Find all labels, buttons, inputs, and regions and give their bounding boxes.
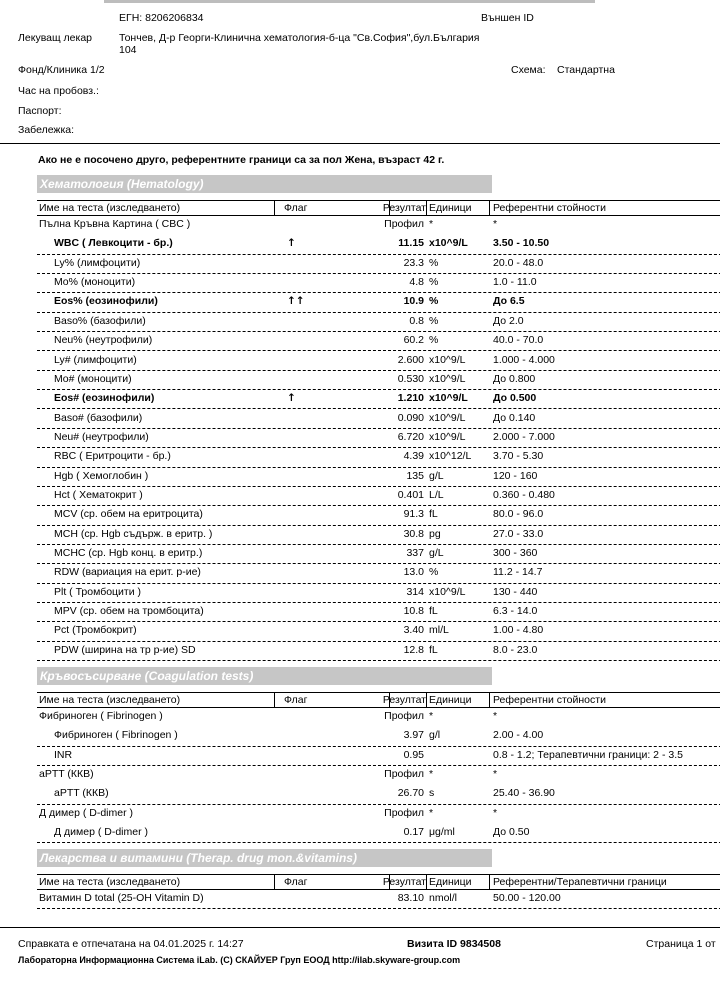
test-name: MCV (ср. обем на еритроцита) bbox=[54, 508, 203, 521]
test-units: g/L bbox=[429, 469, 444, 482]
test-result: 0.95 bbox=[403, 748, 424, 761]
test-row bbox=[37, 602, 720, 622]
test-reference: 1.00 - 4.80 bbox=[493, 624, 544, 637]
test-row bbox=[37, 563, 720, 583]
test-reference: До 2.0 bbox=[493, 314, 524, 327]
test-units: x10^9/L bbox=[429, 372, 466, 385]
header-reference: Референтни/Терапевтични граници bbox=[493, 876, 667, 888]
test-row bbox=[37, 331, 720, 351]
section-title: Хематология (Hematology) bbox=[37, 175, 492, 193]
column-divider bbox=[274, 693, 275, 707]
printed-date: Справката е отпечатана на 04.01.2025 г. 14:27 bbox=[18, 938, 244, 950]
test-row bbox=[37, 784, 720, 804]
note-label: Забележка: bbox=[18, 124, 75, 136]
page-number: Страница 1 от bbox=[646, 938, 716, 950]
system-credit: Лабораторна Информационна Система iLab. (C) СКАЙУЕР Груп ЕООД http://ilab.skyware-group.com bbox=[18, 955, 461, 965]
top-divider bbox=[104, 0, 595, 3]
test-result: 0.090 bbox=[397, 411, 424, 424]
test-row bbox=[37, 215, 720, 234]
test-reference: 3.50 - 10.50 bbox=[493, 237, 550, 250]
test-row bbox=[37, 525, 720, 545]
egn: ЕГН: 8206206834 bbox=[119, 12, 204, 24]
header-units: Единици bbox=[429, 202, 472, 214]
test-name: RBC ( Еритроцити - бр.) bbox=[54, 450, 171, 463]
test-result: 10.9 bbox=[403, 295, 424, 308]
table-header bbox=[37, 200, 720, 216]
flag-arrow-icon: ↑↑ bbox=[287, 295, 305, 308]
external-id-label: Външен ID bbox=[481, 12, 534, 24]
test-units: x10^9/L bbox=[429, 392, 468, 405]
test-name: Eos# (еозинофили) bbox=[54, 392, 155, 405]
test-units: * bbox=[429, 806, 434, 819]
test-reference: До 0.140 bbox=[493, 411, 536, 424]
test-name: Пълна Кръвна Картина ( CBC ) bbox=[39, 218, 191, 230]
test-result: 23.3 bbox=[403, 256, 424, 269]
column-divider bbox=[426, 201, 427, 215]
test-units: x10^9/L bbox=[429, 353, 466, 366]
footer-divider bbox=[0, 927, 720, 928]
header-reference: Референтни стойности bbox=[493, 202, 606, 214]
test-name: Ly# (лимфоцити) bbox=[54, 353, 137, 366]
test-row bbox=[37, 234, 720, 254]
test-result: 0.530 bbox=[397, 372, 424, 385]
test-name: Hgb ( Хемоглобин ) bbox=[54, 469, 149, 482]
test-result: 10.8 bbox=[403, 605, 424, 617]
fund-label: Фонд/Клиника 1/2 bbox=[18, 64, 105, 76]
test-units: pg bbox=[429, 527, 441, 540]
test-result: Профил bbox=[384, 710, 424, 722]
test-units: % bbox=[429, 295, 439, 308]
test-result: Профил bbox=[384, 218, 424, 230]
test-result: 12.8 bbox=[403, 643, 424, 656]
test-reference: * bbox=[493, 218, 498, 230]
test-reference: 50.00 - 120.00 bbox=[493, 892, 561, 904]
test-row bbox=[37, 292, 720, 312]
flag-arrow-icon: ↑ bbox=[287, 237, 296, 250]
test-name: Д димер ( D-dimer ) bbox=[39, 806, 133, 819]
test-reference: 2.00 - 4.00 bbox=[493, 729, 544, 742]
test-row bbox=[37, 389, 720, 409]
header-units: Единици bbox=[429, 876, 472, 888]
test-units: x10^9/L bbox=[429, 411, 466, 424]
scheme-value: Стандартна bbox=[557, 64, 615, 76]
test-row bbox=[37, 370, 720, 390]
flag-arrow-icon: ↑ bbox=[287, 392, 296, 405]
test-name: Baso# (базофили) bbox=[54, 411, 143, 424]
column-divider bbox=[274, 201, 275, 215]
test-result: Профил bbox=[384, 768, 424, 780]
test-row bbox=[37, 312, 720, 332]
test-reference: 6.3 - 14.0 bbox=[493, 605, 538, 617]
test-name: Baso% (базофили) bbox=[54, 314, 146, 327]
test-result: 91.3 bbox=[403, 508, 424, 521]
test-result: 83.10 bbox=[397, 892, 424, 904]
test-units: g/L bbox=[429, 547, 444, 559]
test-name: Hct ( Хематокрит ) bbox=[54, 488, 143, 501]
test-name: INR bbox=[54, 748, 73, 761]
test-name: Neu% (неутрофили) bbox=[54, 334, 153, 347]
test-row bbox=[37, 804, 720, 823]
test-units: x10^9/L bbox=[429, 430, 466, 443]
test-reference: 27.0 - 33.0 bbox=[493, 527, 544, 540]
test-units: * bbox=[429, 710, 434, 722]
test-result: 135 bbox=[406, 469, 424, 482]
test-units: x10^9/L bbox=[429, 237, 468, 250]
test-units: % bbox=[429, 276, 439, 289]
test-units: x10^12/L bbox=[429, 450, 472, 463]
test-reference: 8.0 - 23.0 bbox=[493, 643, 538, 656]
test-units: fL bbox=[429, 643, 438, 656]
test-units: ml/L bbox=[429, 624, 449, 637]
test-result: 3.97 bbox=[403, 729, 424, 742]
test-name: Фибриноген ( Fibrinogen ) bbox=[39, 710, 163, 722]
test-reference: 2.000 - 7.000 bbox=[493, 430, 555, 443]
table-header bbox=[37, 874, 720, 890]
test-name: WBC ( Левкоцити - бр.) bbox=[54, 237, 173, 250]
sample-time-label: Час на пробовз.: bbox=[18, 85, 99, 97]
test-row bbox=[37, 351, 720, 371]
test-result: Профил bbox=[384, 806, 424, 819]
test-reference: 80.0 - 96.0 bbox=[493, 508, 544, 521]
test-result: 337 bbox=[406, 547, 424, 559]
test-name: MCHC (ср. Hgb конц. в еритр.) bbox=[54, 547, 203, 559]
test-name: Mo% (моноцити) bbox=[54, 276, 136, 289]
test-result: 0.17 bbox=[403, 826, 424, 839]
test-row bbox=[37, 544, 720, 564]
test-name: aPTT (ККВ) bbox=[54, 787, 109, 800]
test-row bbox=[37, 428, 720, 448]
test-name: Pct (Тромбокрит) bbox=[54, 624, 137, 637]
test-reference: 3.70 - 5.30 bbox=[493, 450, 544, 463]
column-divider bbox=[426, 693, 427, 707]
test-row bbox=[37, 823, 720, 843]
scheme-label: Схема: bbox=[511, 64, 546, 76]
test-reference: * bbox=[493, 768, 498, 780]
test-reference: * bbox=[493, 710, 498, 722]
test-row bbox=[37, 765, 720, 784]
test-reference: До 0.500 bbox=[493, 392, 537, 405]
test-reference: 1.0 - 11.0 bbox=[493, 276, 537, 289]
test-units: % bbox=[429, 566, 439, 579]
test-units: % bbox=[429, 314, 439, 327]
header-flag: Флаг bbox=[284, 694, 308, 706]
test-name: Витамин D total (25-OH Vitamin D) bbox=[39, 892, 204, 904]
test-units: x10^9/L bbox=[429, 585, 466, 598]
test-row bbox=[37, 254, 720, 274]
test-name: Фибриноген ( Fibrinogen ) bbox=[54, 729, 178, 742]
column-divider bbox=[489, 875, 490, 889]
header-result: Резултат bbox=[382, 876, 426, 888]
test-result: 26.70 bbox=[397, 787, 424, 800]
test-reference: 40.0 - 70.0 bbox=[493, 334, 544, 347]
test-result: 4.8 bbox=[409, 276, 424, 289]
test-row bbox=[37, 621, 720, 641]
test-row bbox=[37, 746, 720, 766]
test-result: 11.15 bbox=[398, 237, 424, 250]
test-reference: * bbox=[493, 806, 498, 819]
test-reference: До 6.5 bbox=[493, 295, 525, 308]
test-name: PDW (ширина на тр р-ие) SD bbox=[54, 643, 196, 656]
test-name: MCH (ср. Hgb съдърж. в еритр. ) bbox=[54, 527, 213, 540]
doctor-label: Лекуващ лекар bbox=[18, 32, 93, 44]
test-reference: 300 - 360 bbox=[493, 547, 538, 559]
header-result: Резултат bbox=[382, 202, 426, 214]
test-name: Д димер ( D-dimer ) bbox=[54, 826, 148, 839]
test-result: 6.720 bbox=[397, 430, 424, 443]
test-result: 0.401 bbox=[397, 488, 424, 501]
test-name: MPV (ср. обем на тромбоцита) bbox=[54, 605, 204, 617]
header-reference: Референтни стойности bbox=[493, 694, 606, 706]
header-name: Име на теста (изследването) bbox=[39, 876, 181, 888]
column-divider bbox=[489, 201, 490, 215]
test-units: * bbox=[429, 768, 434, 780]
test-result: 13.0 bbox=[403, 566, 424, 579]
test-reference: 25.40 - 36.90 bbox=[493, 787, 555, 800]
test-units: g/l bbox=[429, 729, 441, 742]
test-result: 1.210 bbox=[397, 392, 424, 405]
test-row bbox=[37, 505, 720, 525]
test-units: * bbox=[429, 218, 434, 230]
test-result: 4.39 bbox=[403, 450, 424, 463]
section-title: Кръвосъсирване (Coagulation tests) bbox=[37, 667, 492, 685]
test-row bbox=[37, 889, 720, 909]
test-result: 30.8 bbox=[403, 527, 424, 540]
test-reference: 130 - 440 bbox=[493, 585, 538, 598]
header-result: Резултат bbox=[382, 694, 426, 706]
test-reference: 11.2 - 14.7 bbox=[493, 566, 543, 579]
test-row bbox=[37, 726, 720, 746]
test-name: aPTT (ККВ) bbox=[39, 768, 94, 780]
test-row bbox=[37, 273, 720, 293]
test-name: Eos% (еозинофили) bbox=[54, 295, 158, 308]
header-name: Име на теста (изследването) bbox=[39, 694, 181, 706]
test-units: fL bbox=[429, 605, 438, 617]
section-title: Лекарства и витамини (Therap. drug mon.&vitamins) bbox=[37, 849, 492, 867]
test-units: nmol/l bbox=[429, 892, 458, 904]
test-reference: 1.000 - 4.000 bbox=[493, 353, 555, 366]
header-divider bbox=[0, 143, 720, 144]
test-reference: 0.360 - 0.480 bbox=[493, 488, 555, 501]
test-units: % bbox=[429, 334, 439, 347]
doctor-value: Тончев, Д-р Георги-Клинична хематология-б-ца "Св.София",бул.България bbox=[119, 32, 480, 44]
header-flag: Флаг bbox=[284, 876, 308, 888]
passport-label: Паспорт: bbox=[18, 105, 62, 117]
test-units: s bbox=[429, 787, 435, 800]
test-result: 2.600 bbox=[397, 353, 424, 366]
test-row bbox=[37, 409, 720, 429]
test-reference: 0.8 - 1.2; Терапевтични граници: 2 - 3.5 bbox=[493, 748, 683, 761]
test-reference: 120 - 160 bbox=[493, 469, 538, 482]
test-reference: До 0.50 bbox=[493, 826, 530, 839]
reference-note: Ако не е посочено друго, референтните граници са за пол Жена, възраст 42 г. bbox=[38, 154, 445, 166]
test-units: fL bbox=[429, 508, 438, 521]
test-reference: 20.0 - 48.0 bbox=[493, 256, 544, 269]
test-name: Mo# (моноцити) bbox=[54, 372, 132, 385]
test-result: 0.8 bbox=[409, 314, 424, 327]
column-divider bbox=[426, 875, 427, 889]
test-row bbox=[37, 641, 720, 661]
test-name: Neu# (неутрофили) bbox=[54, 430, 149, 443]
test-name: Plt ( Тромбоцити ) bbox=[54, 585, 142, 598]
test-name: Ly% (лимфоцити) bbox=[54, 256, 141, 269]
column-divider bbox=[489, 693, 490, 707]
test-row bbox=[37, 447, 720, 467]
test-result: 60.2 bbox=[403, 334, 424, 347]
visit-id: Визита ID 9834508 bbox=[407, 938, 501, 950]
column-divider bbox=[274, 875, 275, 889]
test-row bbox=[37, 583, 720, 603]
test-row bbox=[37, 486, 720, 506]
doctor-value-cont: 104 bbox=[119, 44, 137, 56]
test-row bbox=[37, 707, 720, 726]
test-units: % bbox=[429, 256, 439, 269]
test-row bbox=[37, 467, 720, 487]
header-flag: Флаг bbox=[284, 202, 308, 214]
table-header bbox=[37, 692, 720, 708]
test-result: 314 bbox=[406, 585, 424, 598]
test-name: RDW (вариация на ерит. р-ие) bbox=[54, 566, 201, 579]
test-units: L/L bbox=[429, 488, 444, 501]
test-units: μg/ml bbox=[429, 826, 455, 839]
test-reference: До 0.800 bbox=[493, 372, 536, 385]
header-units: Единици bbox=[429, 694, 472, 706]
header-name: Име на теста (изследването) bbox=[39, 202, 181, 214]
test-result: 3.40 bbox=[403, 624, 424, 637]
